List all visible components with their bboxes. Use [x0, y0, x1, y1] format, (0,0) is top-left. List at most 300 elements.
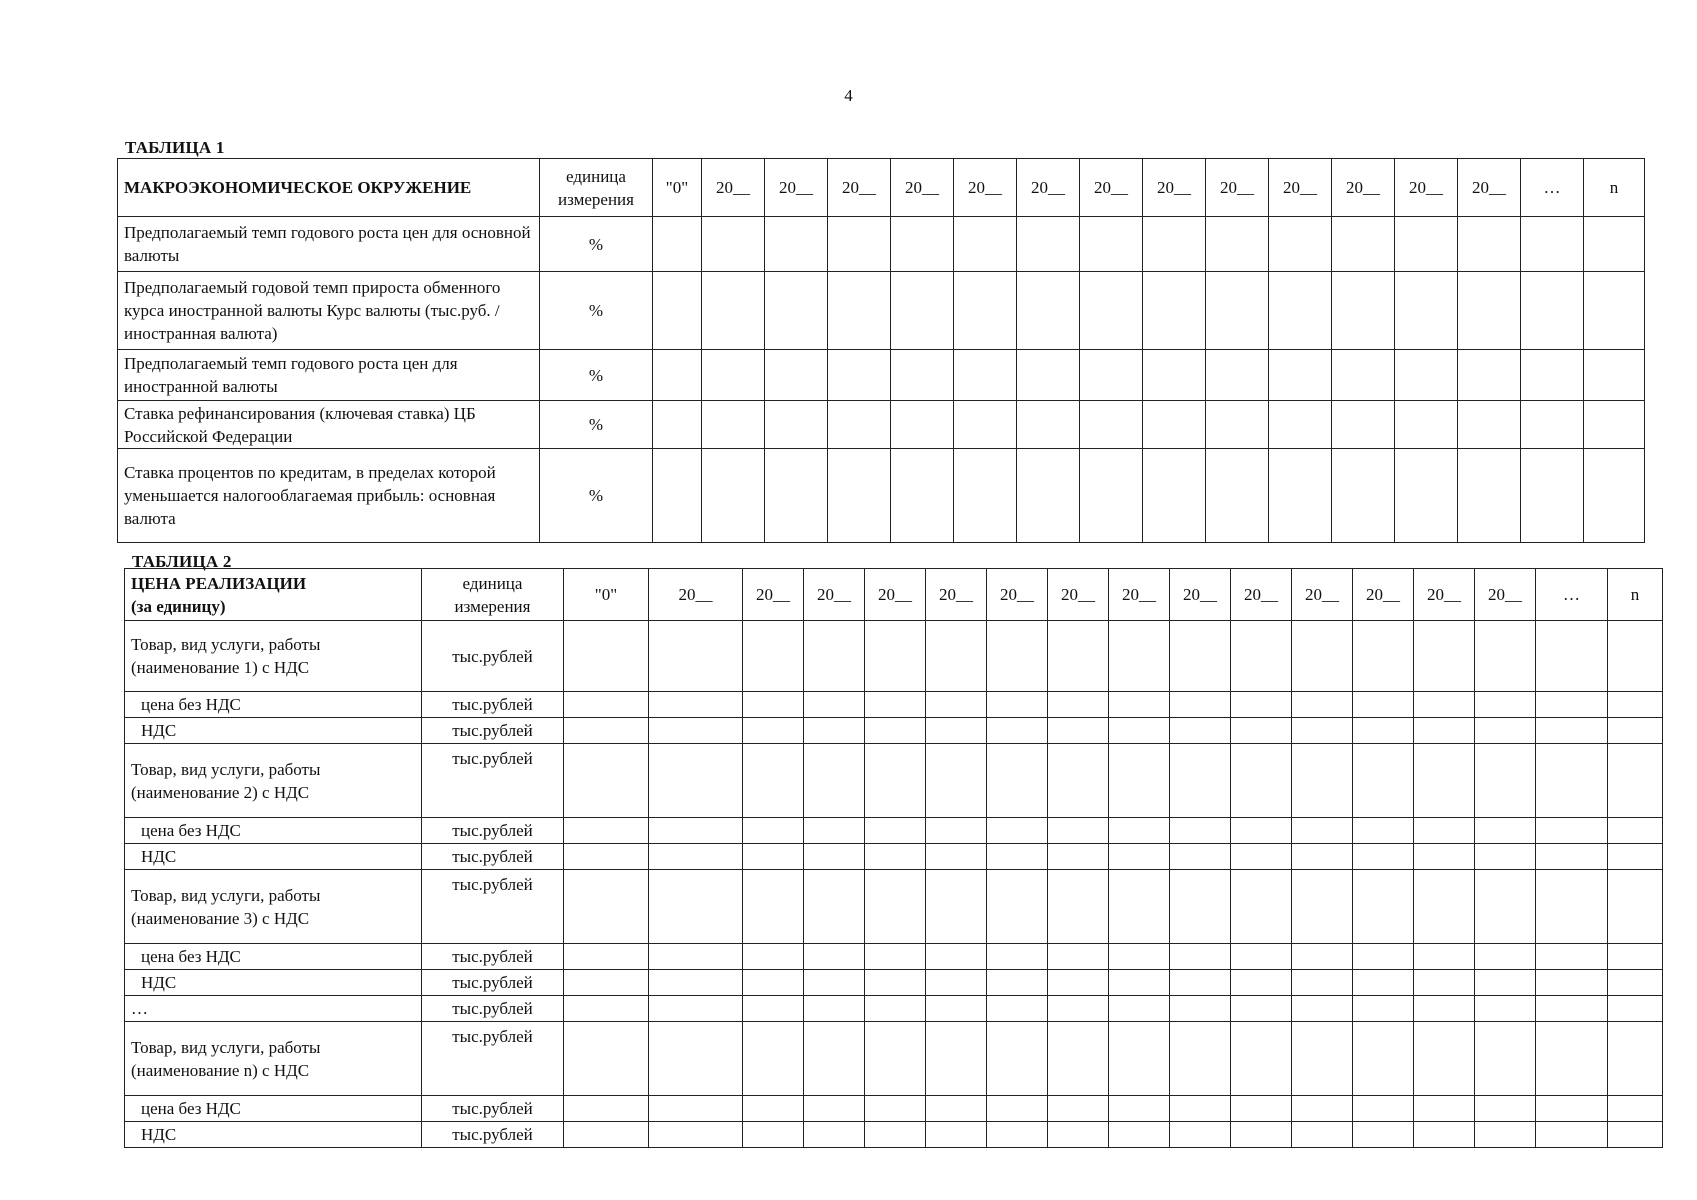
value-cell[interactable] [1080, 401, 1143, 449]
value-cell[interactable] [1048, 1122, 1109, 1148]
value-cell[interactable] [1458, 217, 1521, 272]
value-cell[interactable] [926, 1122, 987, 1148]
value-cell[interactable] [1475, 818, 1536, 844]
value-cell[interactable] [1332, 401, 1395, 449]
value-cell[interactable] [743, 692, 804, 718]
value-cell[interactable] [926, 818, 987, 844]
value-cell[interactable] [1143, 401, 1206, 449]
value-cell[interactable] [743, 870, 804, 944]
value-cell[interactable] [1536, 1096, 1608, 1122]
value-cell[interactable] [743, 621, 804, 692]
value-cell[interactable] [1608, 996, 1663, 1022]
value-cell[interactable] [653, 401, 702, 449]
value-cell[interactable] [1353, 744, 1414, 818]
value-cell[interactable] [1269, 449, 1332, 543]
value-cell[interactable] [1608, 692, 1663, 718]
value-cell[interactable] [987, 870, 1048, 944]
value-cell[interactable] [1414, 970, 1475, 996]
value-cell[interactable] [1475, 944, 1536, 970]
value-cell[interactable] [926, 970, 987, 996]
value-cell[interactable] [865, 818, 926, 844]
value-cell[interactable] [702, 350, 765, 401]
value-cell[interactable] [865, 970, 926, 996]
value-cell[interactable] [1292, 870, 1353, 944]
value-cell[interactable] [649, 621, 743, 692]
value-cell[interactable] [1608, 718, 1663, 744]
value-cell[interactable] [1521, 401, 1584, 449]
value-cell[interactable] [1170, 818, 1231, 844]
value-cell[interactable] [1292, 621, 1353, 692]
value-cell[interactable] [926, 996, 987, 1022]
value-cell[interactable] [1109, 1022, 1170, 1096]
value-cell[interactable] [1048, 1022, 1109, 1096]
value-cell[interactable] [1109, 692, 1170, 718]
value-cell[interactable] [1353, 718, 1414, 744]
value-cell[interactable] [865, 692, 926, 718]
value-cell[interactable] [1109, 818, 1170, 844]
value-cell[interactable] [1048, 844, 1109, 870]
value-cell[interactable] [926, 1096, 987, 1122]
value-cell[interactable] [1475, 718, 1536, 744]
value-cell[interactable] [765, 272, 828, 350]
value-cell[interactable] [1414, 1096, 1475, 1122]
value-cell[interactable] [865, 1096, 926, 1122]
value-cell[interactable] [987, 1096, 1048, 1122]
value-cell[interactable] [1608, 744, 1663, 818]
value-cell[interactable] [1206, 350, 1269, 401]
value-cell[interactable] [828, 272, 891, 350]
value-cell[interactable] [1536, 1022, 1608, 1096]
value-cell[interactable] [926, 718, 987, 744]
value-cell[interactable] [865, 844, 926, 870]
value-cell[interactable] [1269, 401, 1332, 449]
value-cell[interactable] [1017, 272, 1080, 350]
value-cell[interactable] [1109, 1096, 1170, 1122]
value-cell[interactable] [1414, 1122, 1475, 1148]
value-cell[interactable] [743, 996, 804, 1022]
value-cell[interactable] [649, 818, 743, 844]
value-cell[interactable] [649, 844, 743, 870]
value-cell[interactable] [1109, 970, 1170, 996]
value-cell[interactable] [1170, 844, 1231, 870]
value-cell[interactable] [702, 217, 765, 272]
value-cell[interactable] [1170, 621, 1231, 692]
value-cell[interactable] [804, 996, 865, 1022]
value-cell[interactable] [564, 1096, 649, 1122]
value-cell[interactable] [743, 970, 804, 996]
value-cell[interactable] [987, 1122, 1048, 1148]
value-cell[interactable] [1475, 1022, 1536, 1096]
value-cell[interactable] [828, 401, 891, 449]
value-cell[interactable] [891, 401, 954, 449]
value-cell[interactable] [1170, 1096, 1231, 1122]
value-cell[interactable] [1353, 1122, 1414, 1148]
value-cell[interactable] [804, 1096, 865, 1122]
value-cell[interactable] [804, 944, 865, 970]
value-cell[interactable] [1458, 350, 1521, 401]
value-cell[interactable] [865, 718, 926, 744]
value-cell[interactable] [1353, 996, 1414, 1022]
value-cell[interactable] [1353, 818, 1414, 844]
value-cell[interactable] [865, 944, 926, 970]
value-cell[interactable] [649, 970, 743, 996]
value-cell[interactable] [828, 449, 891, 543]
value-cell[interactable] [804, 718, 865, 744]
value-cell[interactable] [1414, 744, 1475, 818]
value-cell[interactable] [987, 844, 1048, 870]
value-cell[interactable] [564, 996, 649, 1022]
value-cell[interactable] [649, 1022, 743, 1096]
value-cell[interactable] [649, 692, 743, 718]
value-cell[interactable] [1170, 944, 1231, 970]
value-cell[interactable] [865, 1122, 926, 1148]
value-cell[interactable] [1475, 692, 1536, 718]
value-cell[interactable] [1143, 272, 1206, 350]
value-cell[interactable] [1170, 1022, 1231, 1096]
value-cell[interactable] [1017, 401, 1080, 449]
value-cell[interactable] [1292, 844, 1353, 870]
value-cell[interactable] [564, 718, 649, 744]
value-cell[interactable] [1080, 217, 1143, 272]
value-cell[interactable] [1109, 718, 1170, 744]
value-cell[interactable] [1536, 692, 1608, 718]
value-cell[interactable] [1048, 970, 1109, 996]
value-cell[interactable] [1170, 718, 1231, 744]
value-cell[interactable] [765, 350, 828, 401]
value-cell[interactable] [1170, 996, 1231, 1022]
value-cell[interactable] [1292, 818, 1353, 844]
value-cell[interactable] [1170, 1122, 1231, 1148]
value-cell[interactable] [1353, 944, 1414, 970]
value-cell[interactable] [954, 449, 1017, 543]
value-cell[interactable] [1475, 1122, 1536, 1148]
value-cell[interactable] [1584, 272, 1645, 350]
value-cell[interactable] [743, 944, 804, 970]
value-cell[interactable] [564, 1022, 649, 1096]
value-cell[interactable] [564, 1122, 649, 1148]
value-cell[interactable] [865, 1022, 926, 1096]
value-cell[interactable] [1109, 944, 1170, 970]
value-cell[interactable] [1269, 350, 1332, 401]
value-cell[interactable] [987, 1022, 1048, 1096]
value-cell[interactable] [1231, 1022, 1292, 1096]
value-cell[interactable] [926, 870, 987, 944]
value-cell[interactable] [804, 1022, 865, 1096]
value-cell[interactable] [1536, 1122, 1608, 1148]
value-cell[interactable] [743, 1096, 804, 1122]
value-cell[interactable] [1414, 1022, 1475, 1096]
value-cell[interactable] [804, 818, 865, 844]
value-cell[interactable] [954, 217, 1017, 272]
value-cell[interactable] [1475, 621, 1536, 692]
value-cell[interactable] [1292, 1122, 1353, 1148]
value-cell[interactable] [1292, 718, 1353, 744]
value-cell[interactable] [865, 744, 926, 818]
value-cell[interactable] [804, 844, 865, 870]
value-cell[interactable] [1536, 621, 1608, 692]
value-cell[interactable] [1536, 970, 1608, 996]
value-cell[interactable] [1206, 449, 1269, 543]
value-cell[interactable] [891, 217, 954, 272]
value-cell[interactable] [649, 1096, 743, 1122]
value-cell[interactable] [954, 272, 1017, 350]
value-cell[interactable] [891, 449, 954, 543]
value-cell[interactable] [1170, 744, 1231, 818]
value-cell[interactable] [1231, 718, 1292, 744]
value-cell[interactable] [653, 449, 702, 543]
value-cell[interactable] [1231, 1122, 1292, 1148]
value-cell[interactable] [804, 970, 865, 996]
value-cell[interactable] [828, 217, 891, 272]
value-cell[interactable] [1332, 217, 1395, 272]
value-cell[interactable] [1292, 692, 1353, 718]
value-cell[interactable] [987, 970, 1048, 996]
value-cell[interactable] [1048, 944, 1109, 970]
value-cell[interactable] [926, 744, 987, 818]
value-cell[interactable] [564, 692, 649, 718]
value-cell[interactable] [1353, 970, 1414, 996]
value-cell[interactable] [1395, 217, 1458, 272]
value-cell[interactable] [653, 350, 702, 401]
value-cell[interactable] [649, 944, 743, 970]
value-cell[interactable] [1292, 996, 1353, 1022]
value-cell[interactable] [1608, 944, 1663, 970]
value-cell[interactable] [1521, 272, 1584, 350]
value-cell[interactable] [1353, 692, 1414, 718]
value-cell[interactable] [702, 449, 765, 543]
value-cell[interactable] [926, 944, 987, 970]
value-cell[interactable] [653, 217, 702, 272]
value-cell[interactable] [1458, 449, 1521, 543]
value-cell[interactable] [564, 621, 649, 692]
value-cell[interactable] [1584, 401, 1645, 449]
value-cell[interactable] [987, 718, 1048, 744]
value-cell[interactable] [1395, 401, 1458, 449]
value-cell[interactable] [1231, 818, 1292, 844]
value-cell[interactable] [1536, 818, 1608, 844]
value-cell[interactable] [1231, 692, 1292, 718]
value-cell[interactable] [1017, 449, 1080, 543]
value-cell[interactable] [804, 621, 865, 692]
value-cell[interactable] [1048, 692, 1109, 718]
value-cell[interactable] [1109, 870, 1170, 944]
value-cell[interactable] [865, 621, 926, 692]
value-cell[interactable] [1608, 870, 1663, 944]
value-cell[interactable] [1017, 350, 1080, 401]
value-cell[interactable] [564, 818, 649, 844]
value-cell[interactable] [1475, 970, 1536, 996]
value-cell[interactable] [1458, 401, 1521, 449]
value-cell[interactable] [1353, 870, 1414, 944]
value-cell[interactable] [1332, 350, 1395, 401]
value-cell[interactable] [1269, 272, 1332, 350]
value-cell[interactable] [1231, 944, 1292, 970]
value-cell[interactable] [926, 1022, 987, 1096]
value-cell[interactable] [804, 692, 865, 718]
value-cell[interactable] [1109, 1122, 1170, 1148]
value-cell[interactable] [1231, 744, 1292, 818]
value-cell[interactable] [1017, 217, 1080, 272]
value-cell[interactable] [1414, 944, 1475, 970]
value-cell[interactable] [649, 744, 743, 818]
value-cell[interactable] [1536, 944, 1608, 970]
value-cell[interactable] [1048, 621, 1109, 692]
value-cell[interactable] [1048, 870, 1109, 944]
value-cell[interactable] [987, 744, 1048, 818]
value-cell[interactable] [765, 217, 828, 272]
value-cell[interactable] [987, 818, 1048, 844]
value-cell[interactable] [1353, 621, 1414, 692]
value-cell[interactable] [1475, 996, 1536, 1022]
value-cell[interactable] [1206, 217, 1269, 272]
value-cell[interactable] [702, 272, 765, 350]
value-cell[interactable] [1332, 272, 1395, 350]
value-cell[interactable] [1536, 844, 1608, 870]
value-cell[interactable] [1292, 1096, 1353, 1122]
value-cell[interactable] [1109, 844, 1170, 870]
value-cell[interactable] [1395, 449, 1458, 543]
value-cell[interactable] [653, 272, 702, 350]
value-cell[interactable] [1584, 350, 1645, 401]
value-cell[interactable] [649, 718, 743, 744]
value-cell[interactable] [743, 1022, 804, 1096]
value-cell[interactable] [891, 272, 954, 350]
value-cell[interactable] [828, 350, 891, 401]
value-cell[interactable] [1231, 870, 1292, 944]
value-cell[interactable] [926, 621, 987, 692]
value-cell[interactable] [804, 744, 865, 818]
value-cell[interactable] [804, 870, 865, 944]
value-cell[interactable] [1332, 449, 1395, 543]
value-cell[interactable] [1048, 1096, 1109, 1122]
value-cell[interactable] [926, 692, 987, 718]
value-cell[interactable] [1206, 401, 1269, 449]
value-cell[interactable] [1143, 350, 1206, 401]
value-cell[interactable] [804, 1122, 865, 1148]
value-cell[interactable] [743, 1122, 804, 1148]
value-cell[interactable] [702, 401, 765, 449]
value-cell[interactable] [1414, 818, 1475, 844]
value-cell[interactable] [1143, 217, 1206, 272]
value-cell[interactable] [1170, 692, 1231, 718]
value-cell[interactable] [1048, 818, 1109, 844]
value-cell[interactable] [1048, 996, 1109, 1022]
value-cell[interactable] [564, 970, 649, 996]
value-cell[interactable] [987, 996, 1048, 1022]
value-cell[interactable] [954, 401, 1017, 449]
value-cell[interactable] [1475, 1096, 1536, 1122]
value-cell[interactable] [1292, 970, 1353, 996]
value-cell[interactable] [765, 449, 828, 543]
value-cell[interactable] [1536, 718, 1608, 744]
value-cell[interactable] [1353, 1096, 1414, 1122]
value-cell[interactable] [1143, 449, 1206, 543]
value-cell[interactable] [743, 818, 804, 844]
value-cell[interactable] [1521, 217, 1584, 272]
value-cell[interactable] [1048, 744, 1109, 818]
value-cell[interactable] [1608, 621, 1663, 692]
value-cell[interactable] [1231, 844, 1292, 870]
value-cell[interactable] [1080, 449, 1143, 543]
value-cell[interactable] [1048, 718, 1109, 744]
value-cell[interactable] [1475, 844, 1536, 870]
value-cell[interactable] [865, 870, 926, 944]
value-cell[interactable] [1414, 692, 1475, 718]
value-cell[interactable] [1414, 844, 1475, 870]
value-cell[interactable] [1608, 1022, 1663, 1096]
value-cell[interactable] [1269, 217, 1332, 272]
value-cell[interactable] [1292, 944, 1353, 970]
value-cell[interactable] [1395, 350, 1458, 401]
value-cell[interactable] [1458, 272, 1521, 350]
value-cell[interactable] [743, 844, 804, 870]
value-cell[interactable] [1109, 996, 1170, 1022]
value-cell[interactable] [1536, 870, 1608, 944]
value-cell[interactable] [564, 744, 649, 818]
value-cell[interactable] [1395, 272, 1458, 350]
value-cell[interactable] [1170, 870, 1231, 944]
value-cell[interactable] [1170, 970, 1231, 996]
value-cell[interactable] [954, 350, 1017, 401]
value-cell[interactable] [564, 844, 649, 870]
value-cell[interactable] [743, 718, 804, 744]
value-cell[interactable] [1292, 744, 1353, 818]
value-cell[interactable] [1475, 744, 1536, 818]
value-cell[interactable] [1231, 970, 1292, 996]
value-cell[interactable] [987, 692, 1048, 718]
value-cell[interactable] [1414, 996, 1475, 1022]
value-cell[interactable] [743, 744, 804, 818]
value-cell[interactable] [891, 350, 954, 401]
value-cell[interactable] [649, 1122, 743, 1148]
value-cell[interactable] [1109, 744, 1170, 818]
value-cell[interactable] [1608, 1096, 1663, 1122]
value-cell[interactable] [1353, 844, 1414, 870]
value-cell[interactable] [649, 870, 743, 944]
value-cell[interactable] [1536, 744, 1608, 818]
value-cell[interactable] [1608, 1122, 1663, 1148]
value-cell[interactable] [1292, 1022, 1353, 1096]
value-cell[interactable] [1608, 970, 1663, 996]
value-cell[interactable] [765, 401, 828, 449]
value-cell[interactable] [1584, 217, 1645, 272]
value-cell[interactable] [1414, 718, 1475, 744]
value-cell[interactable] [564, 870, 649, 944]
value-cell[interactable] [1109, 621, 1170, 692]
value-cell[interactable] [1080, 272, 1143, 350]
value-cell[interactable] [1231, 1096, 1292, 1122]
value-cell[interactable] [1475, 870, 1536, 944]
value-cell[interactable] [987, 944, 1048, 970]
value-cell[interactable] [1080, 350, 1143, 401]
value-cell[interactable] [1414, 870, 1475, 944]
value-cell[interactable] [564, 944, 649, 970]
value-cell[interactable] [1521, 449, 1584, 543]
value-cell[interactable] [1608, 818, 1663, 844]
value-cell[interactable] [926, 844, 987, 870]
value-cell[interactable] [865, 996, 926, 1022]
value-cell[interactable] [1584, 449, 1645, 543]
value-cell[interactable] [1414, 621, 1475, 692]
value-cell[interactable] [987, 621, 1048, 692]
value-cell[interactable] [1353, 1022, 1414, 1096]
value-cell[interactable] [1536, 996, 1608, 1022]
value-cell[interactable] [1521, 350, 1584, 401]
value-cell[interactable] [1231, 621, 1292, 692]
value-cell[interactable] [649, 996, 743, 1022]
value-cell[interactable] [1206, 272, 1269, 350]
value-cell[interactable] [1608, 844, 1663, 870]
